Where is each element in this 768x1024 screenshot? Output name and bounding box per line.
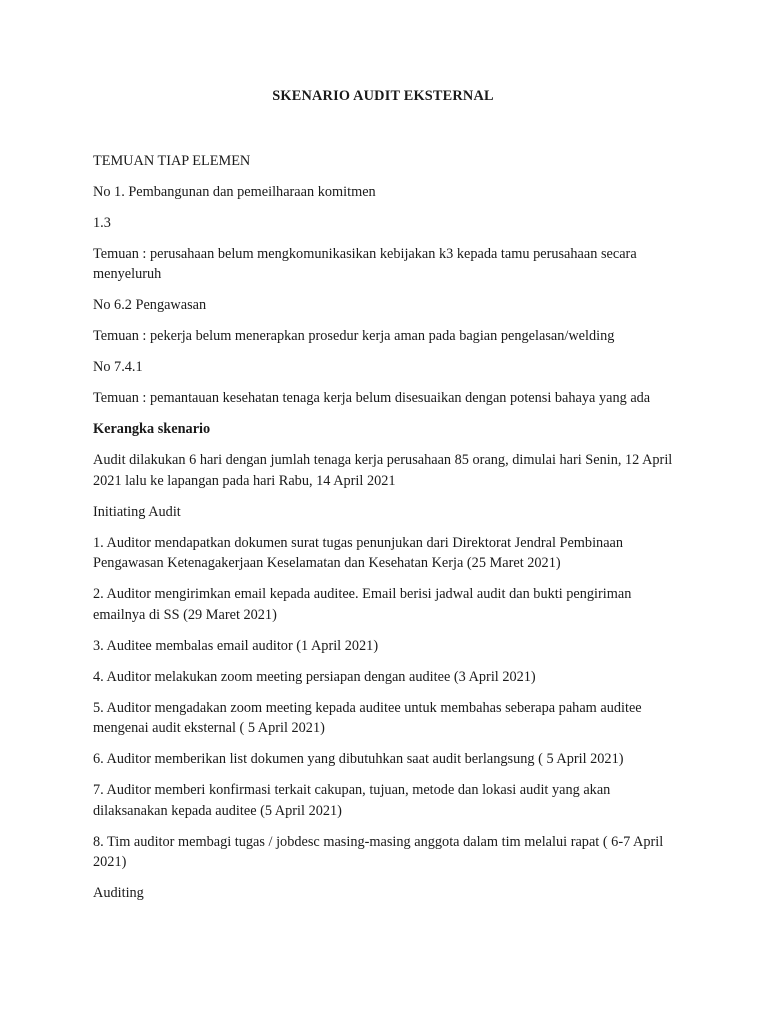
document-body [93,86,683,914]
paragraph: No 1. Pembangunan dan pemeilharaan komitmen [93,183,376,200]
paragraph: 8. Tim auditor membagi tugas / jobdesc masing-masing anggota dalam tim melalui rapat ( 6-7 April 2021) [93,833,664,870]
paragraph: Initiating Audit [93,503,181,520]
document-title: SKENARIO AUDIT EKSTERNAL [272,88,494,104]
paragraph: 7. Auditor memberi konfirmasi terkait cakupan, tujuan, metode dan lokasi audit yang akan dilaksanakan kepada auditee (5 April 2021) [93,782,611,819]
paragraph: 1.3 [93,214,111,231]
paragraph: Temuan : pemantauan kesehatan tenaga kerja belum disesuaikan dengan potensi bahaya yang ada [93,390,651,406]
paragraph: 6. Auditor memberikan list dokumen yang dibutuhkan saat audit berlangsung ( 5 April 2021) [93,751,624,767]
paragraph: 3. Auditee membalas email auditor (1 April 2021) [93,637,379,654]
paragraph: 4. Auditor melakukan zoom meeting persiapan dengan auditee (3 April 2021) [93,668,536,685]
section-heading: Kerangka skenario [93,421,211,437]
paragraph: TEMUAN TIAP ELEMEN [93,152,251,169]
paragraph: Temuan : perusahaan belum mengkomunikasikan kebijakan k3 kepada tamu perusahaan secara menyeluruh [93,245,637,282]
paragraph: 1. Auditor mendapatkan dokumen surat tugas penunjukan dari Direktorat Jendral Pembinaan Pengawasan Ketenagakerjaan Keselamatan dan Kesehatan Kerja (25 Maret 2021) [93,534,624,571]
paragraph: No 6.2 Pengawasan [93,297,207,313]
paragraph: 2. Auditor mengirimkan email kepada auditee. Email berisi jadwal audit dan bukti pengiriman emailnya di SS (29 Maret 2021) [93,586,632,623]
paragraph: Auditing [93,885,144,901]
paragraph: Temuan : pekerja belum menerapkan prosedur kerja aman pada bagian pengelasan/welding [93,328,615,344]
paragraph-list [93,151,683,904]
paragraph: Audit dilakukan 6 hari dengan jumlah tenaga kerja perusahaan 85 orang, dimulai hari Senin, 12 April 2021 lalu ke lapangan pada hari Rabu, 14 April 2021 [93,452,673,489]
paragraph: No 7.4.1 [93,359,143,375]
paragraph: 5. Auditor mengadakan zoom meeting kepada auditee untuk membahas seberapa paham auditee mengenai audit eksternal ( 5 April 2021) [93,699,642,736]
